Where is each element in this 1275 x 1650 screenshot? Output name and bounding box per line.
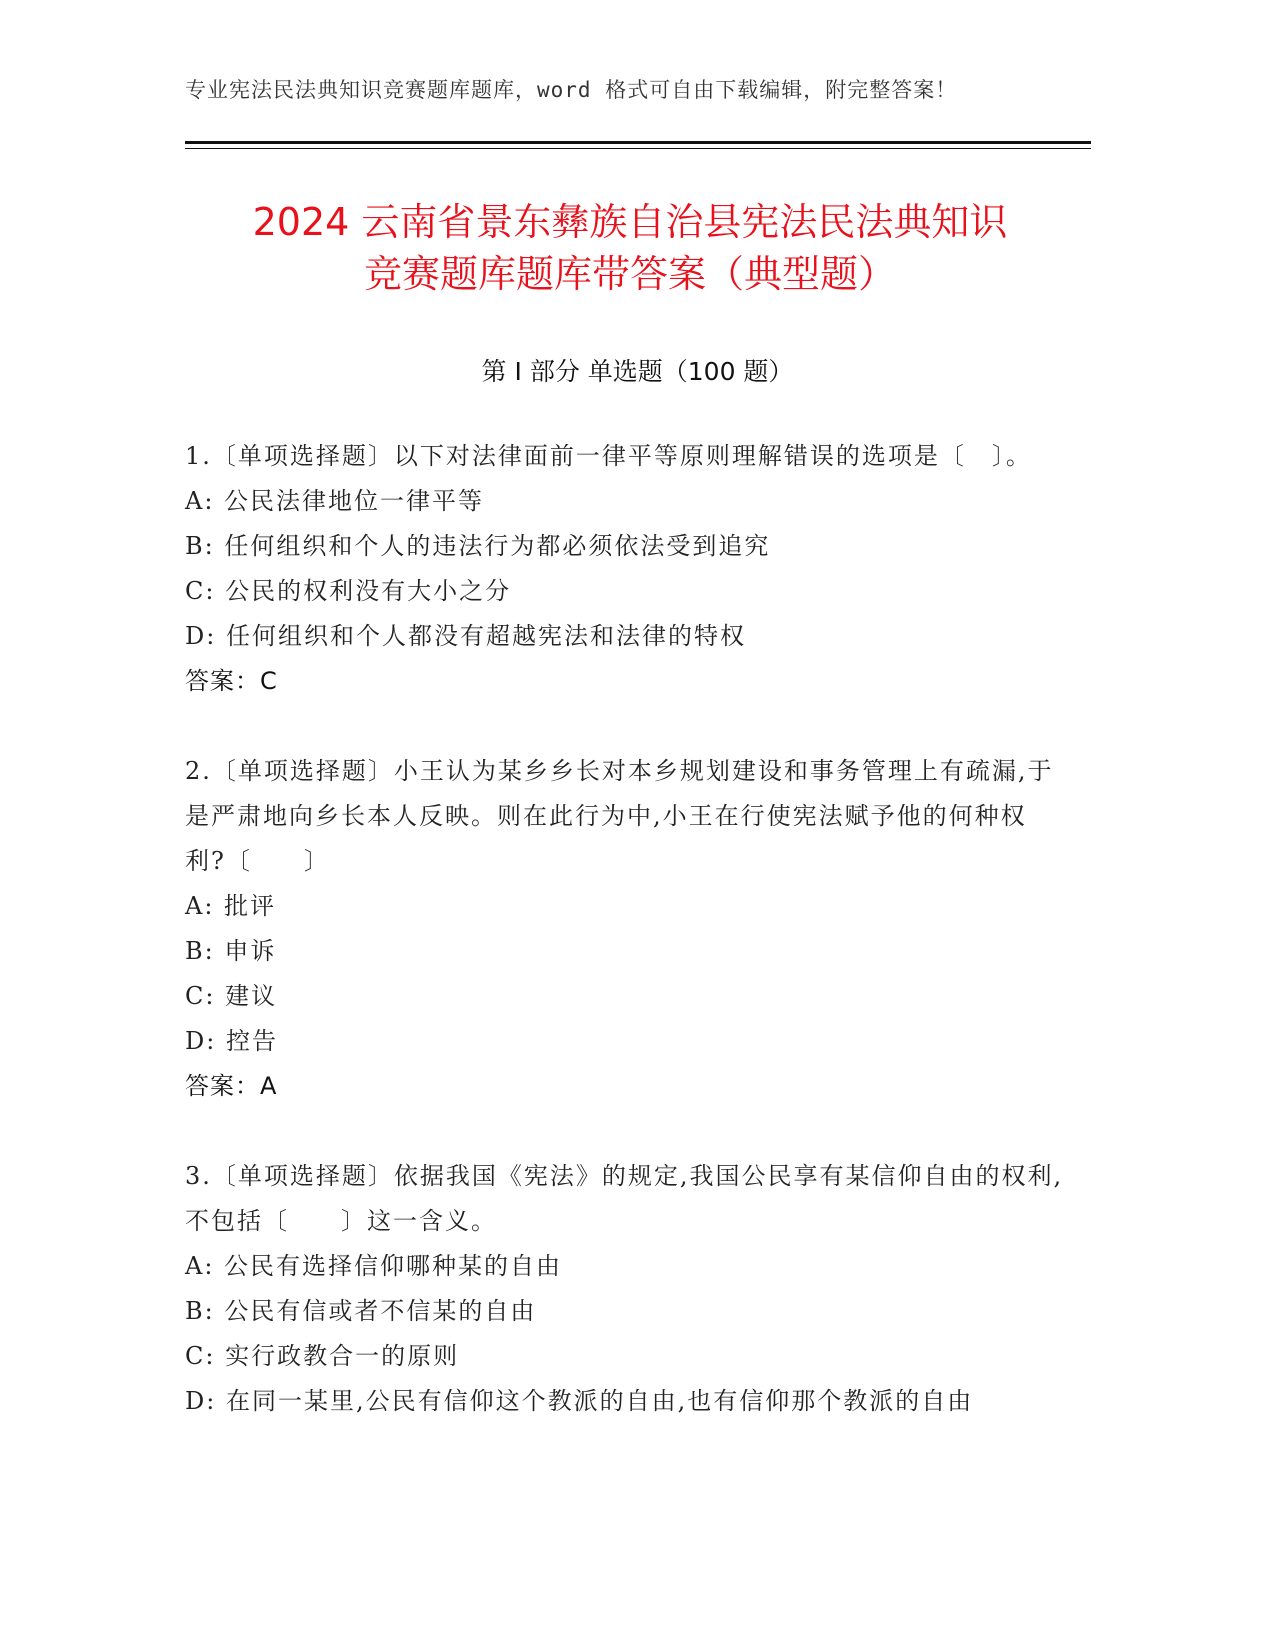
option-c: C: 公民的权利没有大小之分	[185, 577, 512, 605]
header-note: 专业宪法民法典知识竞赛题库题库，word 格式可自由下载编辑，附完整答案！	[185, 78, 958, 102]
question-stem: 2.〔单项选择题〕小王认为某乡乡长对本乡规划建设和事务管理上有疏漏,于是严肃地向乡长本人反映。则在此行为中,小王在行使宪法赋予他的何种权利?〔 〕	[185, 757, 1054, 875]
question-stem: 3.〔单项选择题〕依据我国《宪法》的规定,我国公民享有某信仰自由的权利,不包括〔 〕这一含义。	[185, 1162, 1064, 1235]
option-d: D: 在同一某里,公民有信仰这个教派的自由,也有信仰那个教派的自由	[185, 1387, 974, 1415]
option-b: B: 申诉	[185, 937, 277, 965]
question-2	[185, 749, 1065, 1109]
question-3	[185, 1154, 1065, 1424]
option-b: B: 任何组织和个人的违法行为都必须依法受到追究	[185, 532, 771, 560]
header-rule-thick	[185, 141, 1091, 144]
header-rule-thin	[185, 148, 1091, 149]
option-a: A: 公民法律地位一律平等	[185, 487, 485, 515]
option-a: A: 公民有选择信仰哪种某的自由	[185, 1252, 563, 1280]
document-title	[180, 196, 1080, 300]
question-stem: 1.〔单项选择题〕以下对法律面前一律平等原则理解错误的选项是〔 〕。	[185, 442, 1032, 470]
option-c: C: 实行政教合一的原则	[185, 1342, 460, 1370]
section-heading: 第 I 部分 单选题（100 题）	[481, 357, 794, 386]
option-b: B: 公民有信或者不信某的自由	[185, 1297, 537, 1325]
answer: 答案：C	[185, 667, 278, 695]
title-line-1: 2024 云南省景东彝族自治县宪法民法典知识	[252, 200, 1008, 244]
option-d: D: 控告	[185, 1027, 278, 1055]
option-c: C: 建议	[185, 982, 278, 1010]
question-list	[185, 434, 1065, 1469]
question-1	[185, 434, 1065, 704]
title-line-2: 竞赛题库题库带答案（典型题）	[363, 252, 896, 296]
option-d: D: 任何组织和个人都没有超越宪法和法律的特权	[185, 622, 746, 650]
answer: 答案：A	[185, 1072, 278, 1100]
option-a: A: 批评	[185, 892, 277, 920]
